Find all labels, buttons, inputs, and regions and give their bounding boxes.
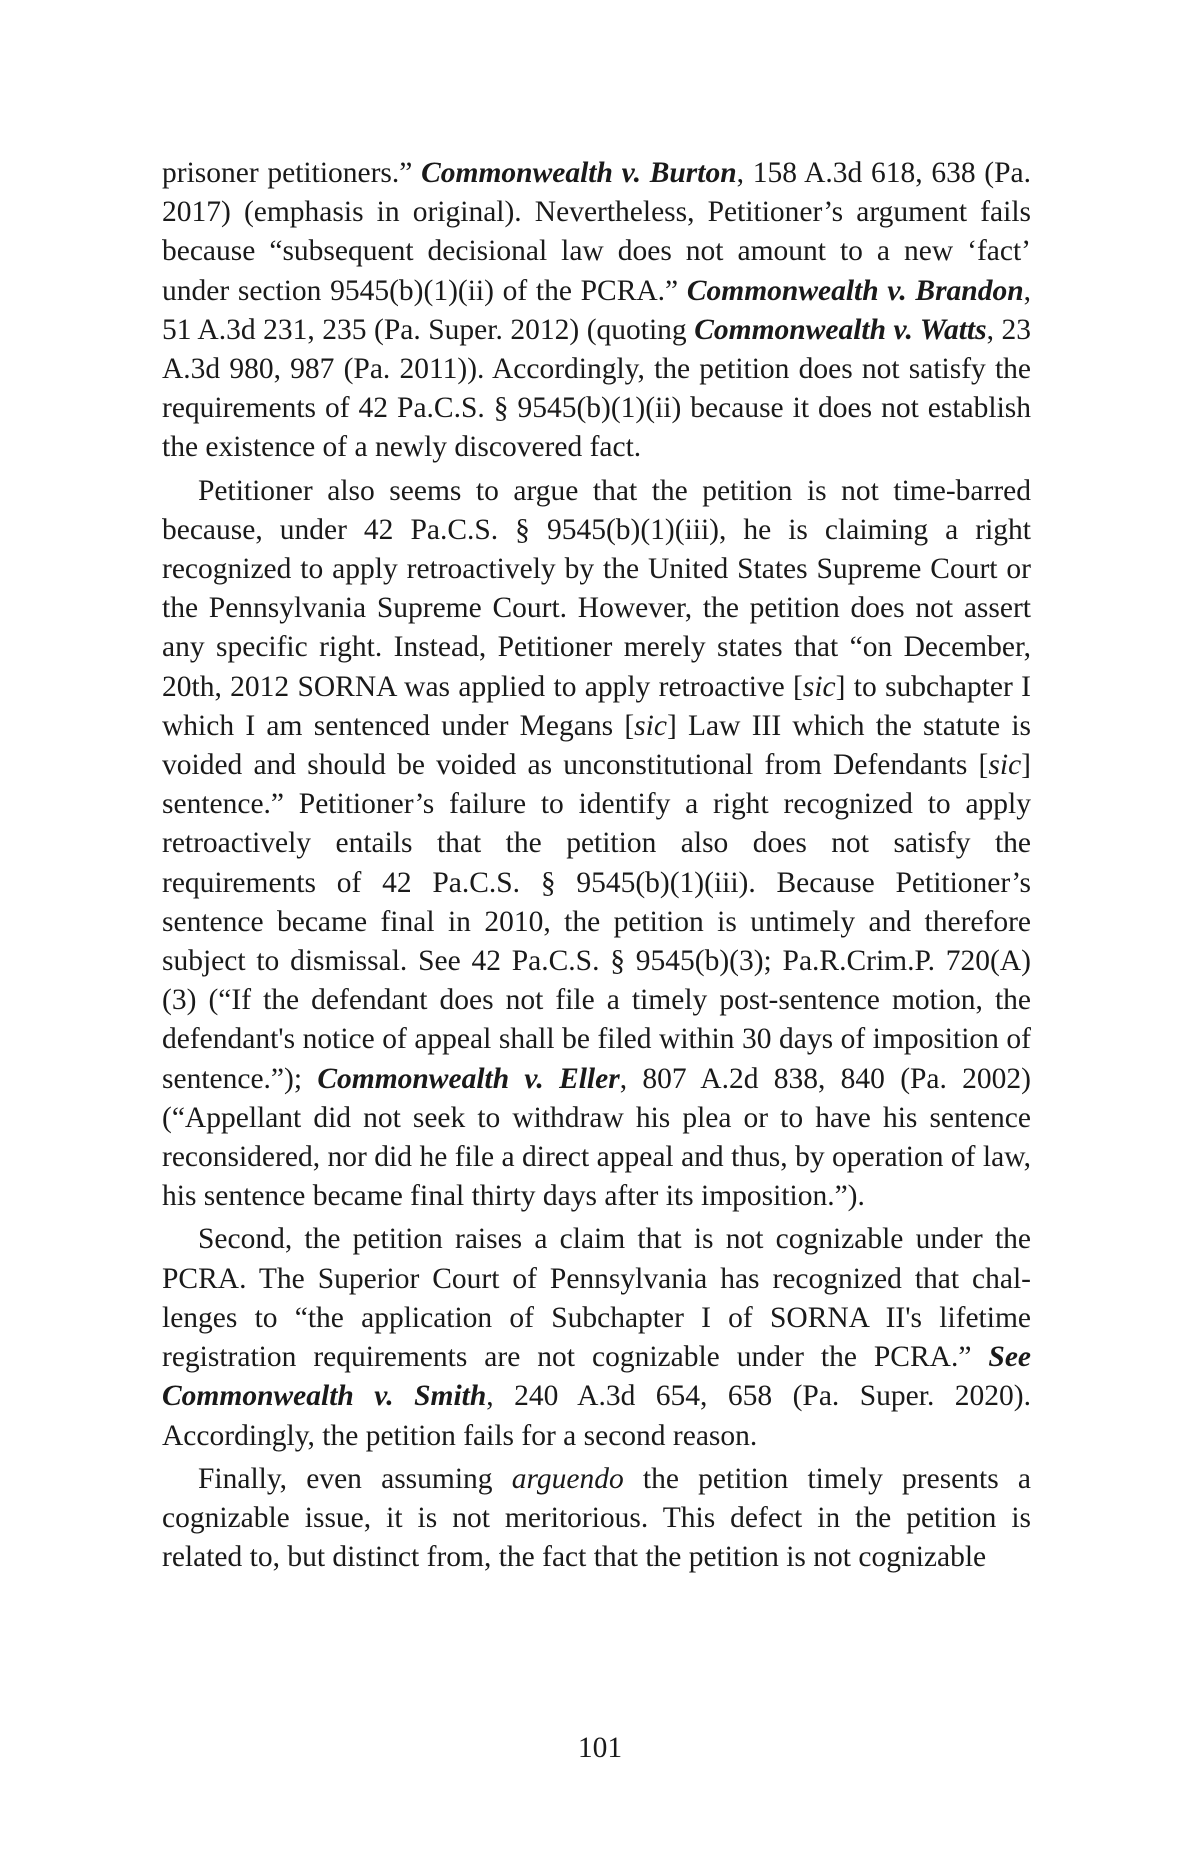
paragraph-1 xyxy=(162,154,1031,468)
text-run: ] sentence.” Petitioner’s failure to identify a right recognized to apply retroactively entails that the petition also does not satisfy the requirements of 42 Pa.C.S. § 9545(b)(1)(iii). Because Petitioner’s sentence became final in 2010, the petition is untimely and therefore subject to dismissal. See 42 Pa.C.S. § 9545(b)(3); Pa.R.Crim.P. 720(A)(3) (“If the defendant does not file a timely post-sentence motion, the defendant's notice of appeal shall be filed within 30 days of imposition of sentence.”); xyxy=(162,749,1031,1095)
text-run: prisoner petitioners.” xyxy=(162,157,422,189)
sic-marker: sic xyxy=(988,749,1022,782)
text-run: Petitioner also seems to argue that the petition is not time-barred because, under 42 Pa.C.S. § 9545(b)(1)(iii), he is claiming a right recognized to apply retroactively by the United States Supreme Court or the Pennsylvania Supreme Court. However, the petition does not assert any specific right. Instead, Petitioner merely states that “on December, 20th, 2012 SORNA was applied to apply retroactive [ xyxy=(162,474,1031,703)
sic-marker: sic xyxy=(634,709,667,742)
latin-term: arguendo xyxy=(511,1462,624,1495)
paragraph-2 xyxy=(162,472,1031,1217)
case-citation: Commonwealth v. Eller xyxy=(317,1062,620,1095)
text-run: , 51 A.3d 231, 235 (Pa. Super. 2012) (quoting xyxy=(162,274,1031,346)
paragraph-3 xyxy=(162,1220,1031,1455)
paragraph-4 xyxy=(162,1460,1031,1578)
text-run: Second, the petition raises a claim that is not cognizable under the PCRA. The Superior Court of Pennsylvania has recognized that challenges to “the application of Subchapter I of SORNA II's lifetime registration requirements are not cognizable under the PCRA.” xyxy=(162,1223,1031,1374)
text-run: Finally, even assuming xyxy=(198,1462,512,1495)
text-run: ] to subchapter I which I am sentenced under Megans [ xyxy=(162,670,1031,742)
text-run: the petition timely presents a cognizable issue, it is not meritorious. This defect in the petition is related to, but distinct from, the fact that the petition is not cognizable xyxy=(162,1462,1031,1574)
text-run: , 23 A.3d 980, 987 (Pa. 2011)). Accordingly, the petition does not satisfy the requirements of 42 Pa.C.S. § 9545(b)(1)(ii) because it does not establish the existence of a newly discovered fact. xyxy=(162,313,1031,464)
case-citation: Commonwealth v. Watts xyxy=(694,313,987,346)
case-citation: Commonwealth v. Brandon xyxy=(686,274,1024,307)
text-run: , 158 A.3d 618, 638 (Pa. 2017) (emphasis in original). Nevertheless, Petitioner’s argument fails because “subsequent decisional law does not amount to a new ‘fact’ under section 9545(b)(1)(ii) of the PCRA.” xyxy=(162,157,1031,307)
document-page xyxy=(162,154,1031,1581)
text-run: , 807 A.2d 838, 840 (Pa. 2002) (“Appellant did not seek to withdraw his plea or to have his sentence reconsidered, nor did he file a direct appeal and thus, by operation of law, his sentence became final thirty days after its imposition.”). xyxy=(162,1062,1032,1213)
case-citation: Commonwealth v. Burton xyxy=(421,157,737,189)
page-number: 101 xyxy=(577,1732,623,1764)
text-run: ] Law III which the statute is voided and should be voided as unconstitutional from Defendants [ xyxy=(162,709,1031,782)
case-citation: See Commonwealth v. Smith xyxy=(162,1341,1031,1413)
text-run: , 240 A.3d 654, 658 (Pa. Super. 2020). Accordingly, the petition fails for a second reason. xyxy=(162,1380,1031,1452)
sic-marker: sic xyxy=(802,670,836,703)
